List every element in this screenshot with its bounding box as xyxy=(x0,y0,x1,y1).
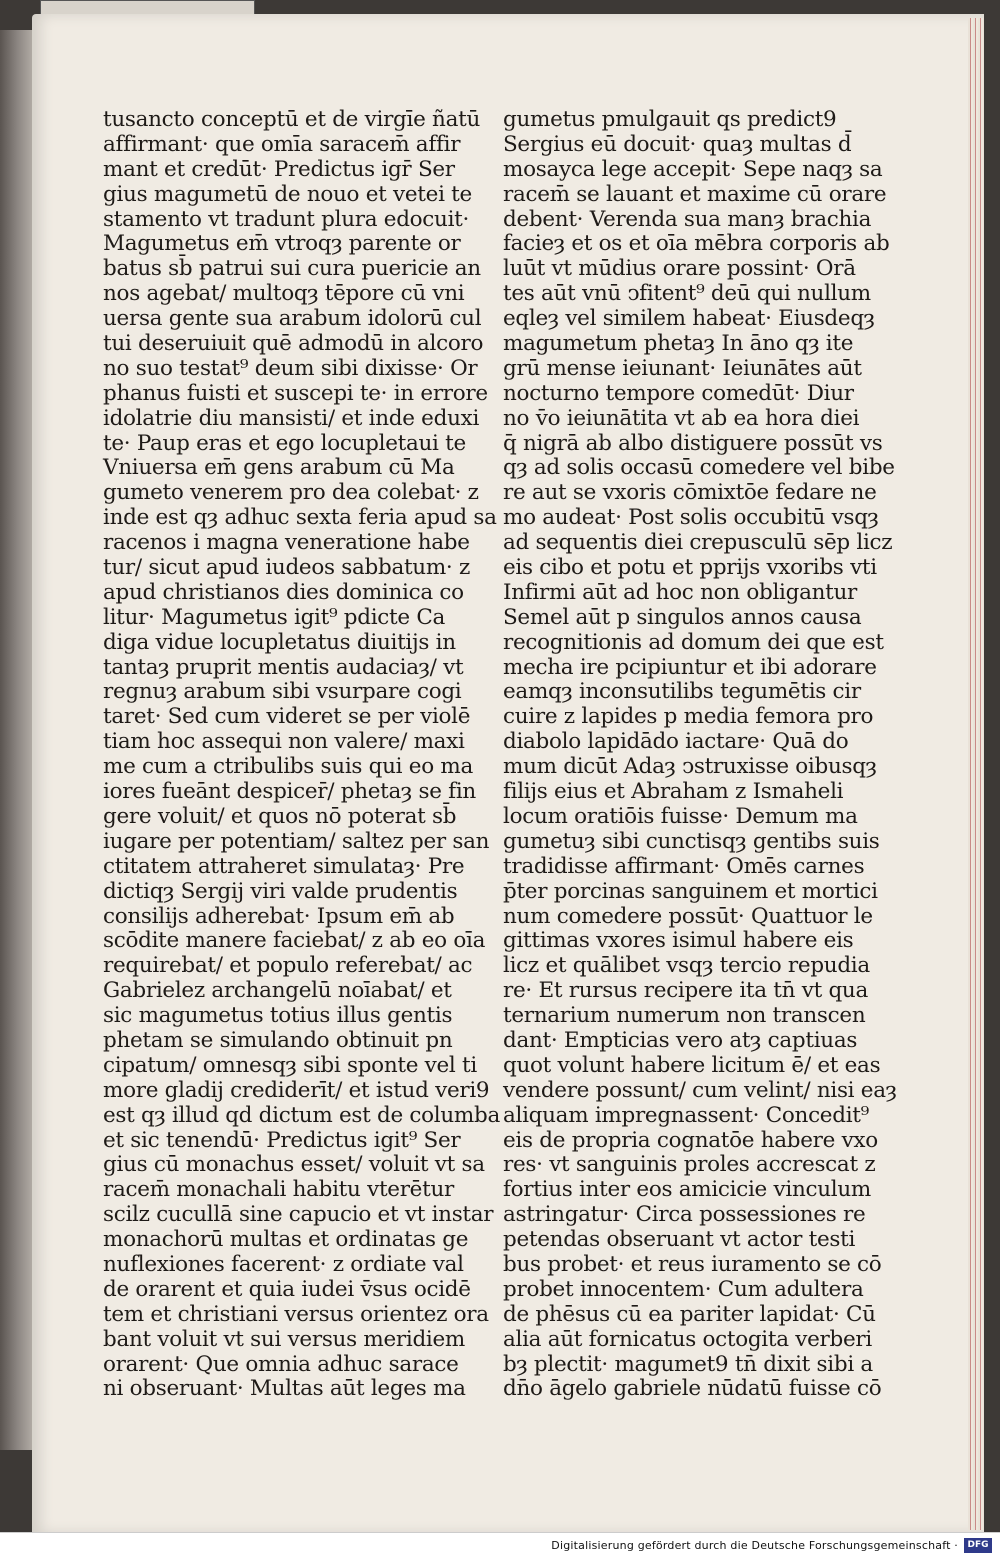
text-line: filijs eius et Abraham z Ismaheli xyxy=(503,779,844,805)
text-line: diga vidue locupletatus diuitijs in xyxy=(103,629,456,655)
text-line: gumeto venerem pro dea colebat· z xyxy=(103,480,479,506)
text-line: grū mense ieiunant· Ieiunātes aūt xyxy=(503,355,862,381)
text-line: tiam hoc assequi non valere/ maxi xyxy=(103,729,465,755)
text-line: nuflexiones facerent· z ordiate val xyxy=(103,1251,464,1277)
text-line: racem̄ se lauant et maxime cū orare xyxy=(503,181,887,207)
text-line: fortius inter eos amicicie vinculum xyxy=(503,1177,871,1203)
text-line: affirmant· que omīa saracem̄ affir xyxy=(103,131,461,157)
text-line: tui deseruiuit quē admodū in alcoro xyxy=(103,331,484,357)
text-line: me cum a ctribulibs suis qui eo ma xyxy=(103,754,473,780)
text-line: magumetum phetaȝ In āno qȝ ite xyxy=(503,331,854,357)
text-line: debent· Verenda sua manȝ brachia xyxy=(503,206,872,232)
text-line: et sic tenendū· Predictus igit⁹ Ser xyxy=(103,1127,461,1153)
right-text-column xyxy=(503,107,897,1402)
text-line: num comedere possūt· Quattuor le xyxy=(503,903,873,929)
text-line: sic magumetus totius illus gentis xyxy=(103,1003,453,1029)
text-line: probet innocentem· Cum adultera xyxy=(503,1276,864,1302)
text-line: alia aūt fornicatus octogita verberi xyxy=(503,1326,872,1352)
text-line: taret· Sed cum videret se per violē xyxy=(103,704,471,730)
text-line: bus probet· et reus iuramento se cō xyxy=(503,1251,882,1277)
text-line: eis de propria cognatōe habere vxo xyxy=(503,1127,878,1153)
text-line: mecha ire pcipiuntur et ibi adorare xyxy=(503,654,877,680)
text-line: locum oratiōis fuisse· Demum ma xyxy=(503,803,858,829)
text-line: aliquam impregnassent· Concedit⁹ xyxy=(503,1102,869,1128)
text-line: quot volunt habere licitum ē/ et eas xyxy=(503,1052,881,1078)
text-line: no suo testat⁹ deum sibi dixisse· Or xyxy=(103,355,478,381)
text-line: de phēsus cū ea pariter lapidat· Cū xyxy=(503,1301,876,1327)
text-line: qȝ ad solis occasū comedere vel bibe xyxy=(503,455,895,481)
text-line: vendere possunt/ cum velint/ nisi eaȝ xyxy=(503,1077,897,1103)
text-line: racenos i magna veneratione habe xyxy=(103,530,470,556)
text-line: recognitionis ad domum dei que est xyxy=(503,629,884,655)
text-line: batus sb̄ patrui sui cura puericie an xyxy=(103,256,481,282)
text-line: gumetus pmulgauit qs predict9 xyxy=(503,107,837,132)
page-stack-edge xyxy=(968,18,984,1530)
text-line: inde est qȝ adhuc sexta feria apud sa xyxy=(103,505,497,531)
text-line: gere voluit/ et quos nō poterat sb̄ xyxy=(103,803,457,829)
text-line: phetam se simulando obtinuit pn xyxy=(103,1027,453,1053)
text-line: Sergius eū docuit· quaȝ multas d̄ xyxy=(503,131,852,157)
left-text-column xyxy=(103,107,500,1402)
text-line: de orarent et quia iudei v̄sus ocidē xyxy=(103,1276,471,1302)
text-line: tusancto conceptū et de virgīe ñatū xyxy=(103,107,480,132)
text-line: ni obseruant· Multas aūt leges ma xyxy=(103,1376,466,1402)
text-line: Infirmi aūt ad hoc non obligantur xyxy=(503,579,857,605)
text-line: cipatum/ omnesqȝ sibi sponte vel ti xyxy=(103,1052,477,1078)
text-line: ctitatem attraheret simulataȝ· Pre xyxy=(103,853,465,879)
text-line: ternarium numerum non transcen xyxy=(503,1003,866,1029)
text-line: gius magumetū de nouo et vetei te xyxy=(103,181,472,207)
text-line: res· vt sanguinis proles accrescat z xyxy=(503,1152,876,1178)
text-line: te· Paup eras et ego locupletaui te xyxy=(103,430,466,456)
text-line: stamento vt tradunt plura edocuit· xyxy=(103,206,470,232)
text-line: luūt vt mūdius orare possint· Orā xyxy=(503,256,856,282)
text-line: diabolo lapidādo iactare· Quā do xyxy=(503,729,849,755)
text-line: tur/ sicut apud iudeos sabbatum· z xyxy=(103,555,471,581)
text-line: scōdite manere faciebat/ z ab eo oīa xyxy=(103,928,486,954)
text-line: bȝ plectit· magumet9 tn̄ dixit sibi a xyxy=(503,1351,873,1377)
dfg-logo: DFG xyxy=(964,1538,992,1553)
text-line: est qȝ illud qd dictum est de columba xyxy=(103,1102,500,1128)
text-line: mosayca lege accepit· Sepe naqȝ sa xyxy=(503,156,883,182)
text-line: Semel aūt p singulos annos causa xyxy=(503,604,862,630)
text-line: mum dicūt Adaȝ ↄstruxisse oibusqȝ xyxy=(503,754,877,780)
text-line: mo audeat· Post solis occubitū vsqȝ xyxy=(503,505,879,531)
text-line: nos agebat/ multoqȝ tēpore cū vni xyxy=(103,281,465,307)
text-line: astringatur· Circa possessiones re xyxy=(503,1202,866,1228)
text-line: tradidisse affirmant· Omēs carnes xyxy=(503,853,865,879)
text-line: eqleȝ vel similem habeat· Eiusdeqȝ xyxy=(503,306,875,332)
text-line: eis cibo et potu et pprijs vxoribs vti xyxy=(503,555,877,581)
text-line: iores fueānt despicer̄/ phetaȝ se fin xyxy=(103,779,476,805)
text-line: apud christianos dies dominica co xyxy=(103,579,464,605)
funding-credit: Digitalisierung gefördert durch die Deutsche Forschungsgemeinschaft · xyxy=(551,1539,958,1552)
text-line: consilijs adherebat· Ipsum em̄ ab xyxy=(103,903,455,929)
text-line: ad sequentis diei crepusculū sēp licz xyxy=(503,530,893,556)
text-line: idolatrie diu mansisti/ et inde eduxi xyxy=(103,405,480,431)
text-line: eamqȝ inconsutilibs tegumētis cir xyxy=(503,679,861,705)
text-line: gittimas vxores isimul habere eis xyxy=(503,928,854,954)
text-line: iugare per potentiam/ saltez per san xyxy=(103,828,490,854)
text-line: petendas obseruant vt actor testi xyxy=(503,1227,856,1253)
text-line: dant· Empticias vero atȝ captiuas xyxy=(503,1027,858,1053)
text-line: tem et christiani versus orientez ora xyxy=(103,1301,489,1327)
text-line: p̄ter porcinas sanguinem et mortici xyxy=(503,878,878,904)
text-line: Magumetus em̄ vtroqȝ parente or xyxy=(103,231,461,257)
text-line: requirebat/ et populo referebat/ ac xyxy=(103,953,473,979)
text-line: gius cū monachus esset/ voluit vt sa xyxy=(103,1152,485,1178)
text-line: re· Et rursus recipere ita tn̄ vt qua xyxy=(503,978,868,1004)
text-line: tantaȝ pruprit mentis audaciaȝ/ vt xyxy=(103,654,464,680)
text-line: racem̄ monachali habitu vterētur xyxy=(103,1177,454,1203)
text-line: orarent· Que omnia adhuc sarace xyxy=(103,1351,459,1377)
text-line: re aut se vxoris cōmixtōe fedare ne xyxy=(503,480,877,506)
text-line: cuire z lapides p media femora pro xyxy=(503,704,874,730)
text-line: monachorū multas et ordinatas ge xyxy=(103,1227,469,1253)
text-line: q̄ nigrā ab albo distiguere possūt vs xyxy=(503,430,883,456)
text-line: Gabrielez archangelū noīabat/ et xyxy=(103,978,452,1004)
text-line: dictiqȝ Sergij viri valde prudentis xyxy=(103,878,458,904)
text-line: no v̄o ieiunātita vt ab ea hora diei xyxy=(503,405,860,431)
text-line: scilz cucullā sine capucio et vt instar xyxy=(103,1202,494,1228)
text-line: Vniuersa em̄ gens arabum cū Ma xyxy=(103,455,455,481)
text-line: dn̄o āgelo gabriele nūdatū fuisse cō xyxy=(503,1376,882,1402)
footer-bar xyxy=(0,1532,1000,1559)
text-line: nocturno tempore comedūt· Diur xyxy=(503,380,854,406)
text-line: mant et credūt· Predictus igr̄ Ser xyxy=(103,156,455,182)
text-line: more gladij crediderīt/ et istud veri9 xyxy=(103,1077,490,1103)
text-line: facieȝ et os et oīa mēbra corporis ab xyxy=(503,231,890,257)
text-line: regnuȝ arabum sibi vsurpare cogi xyxy=(103,679,462,705)
text-line: gumetuȝ sibi cunctisqȝ gentibs suis xyxy=(503,828,880,854)
text-line: litur· Magumetus igit⁹ pdicte Ca xyxy=(103,604,446,630)
text-line: licz et quālibet vsqȝ tercio repudia xyxy=(503,953,870,979)
text-line: bant voluit vt sui versus meridiem xyxy=(103,1326,465,1352)
text-line: phanus fuisti et suscepi te· in errore xyxy=(103,380,488,406)
text-line: uersa gente sua arabum idolorū cul xyxy=(103,306,482,332)
text-line: tes aūt vnū ↄfitent⁹ deū qui nullum xyxy=(503,281,871,307)
